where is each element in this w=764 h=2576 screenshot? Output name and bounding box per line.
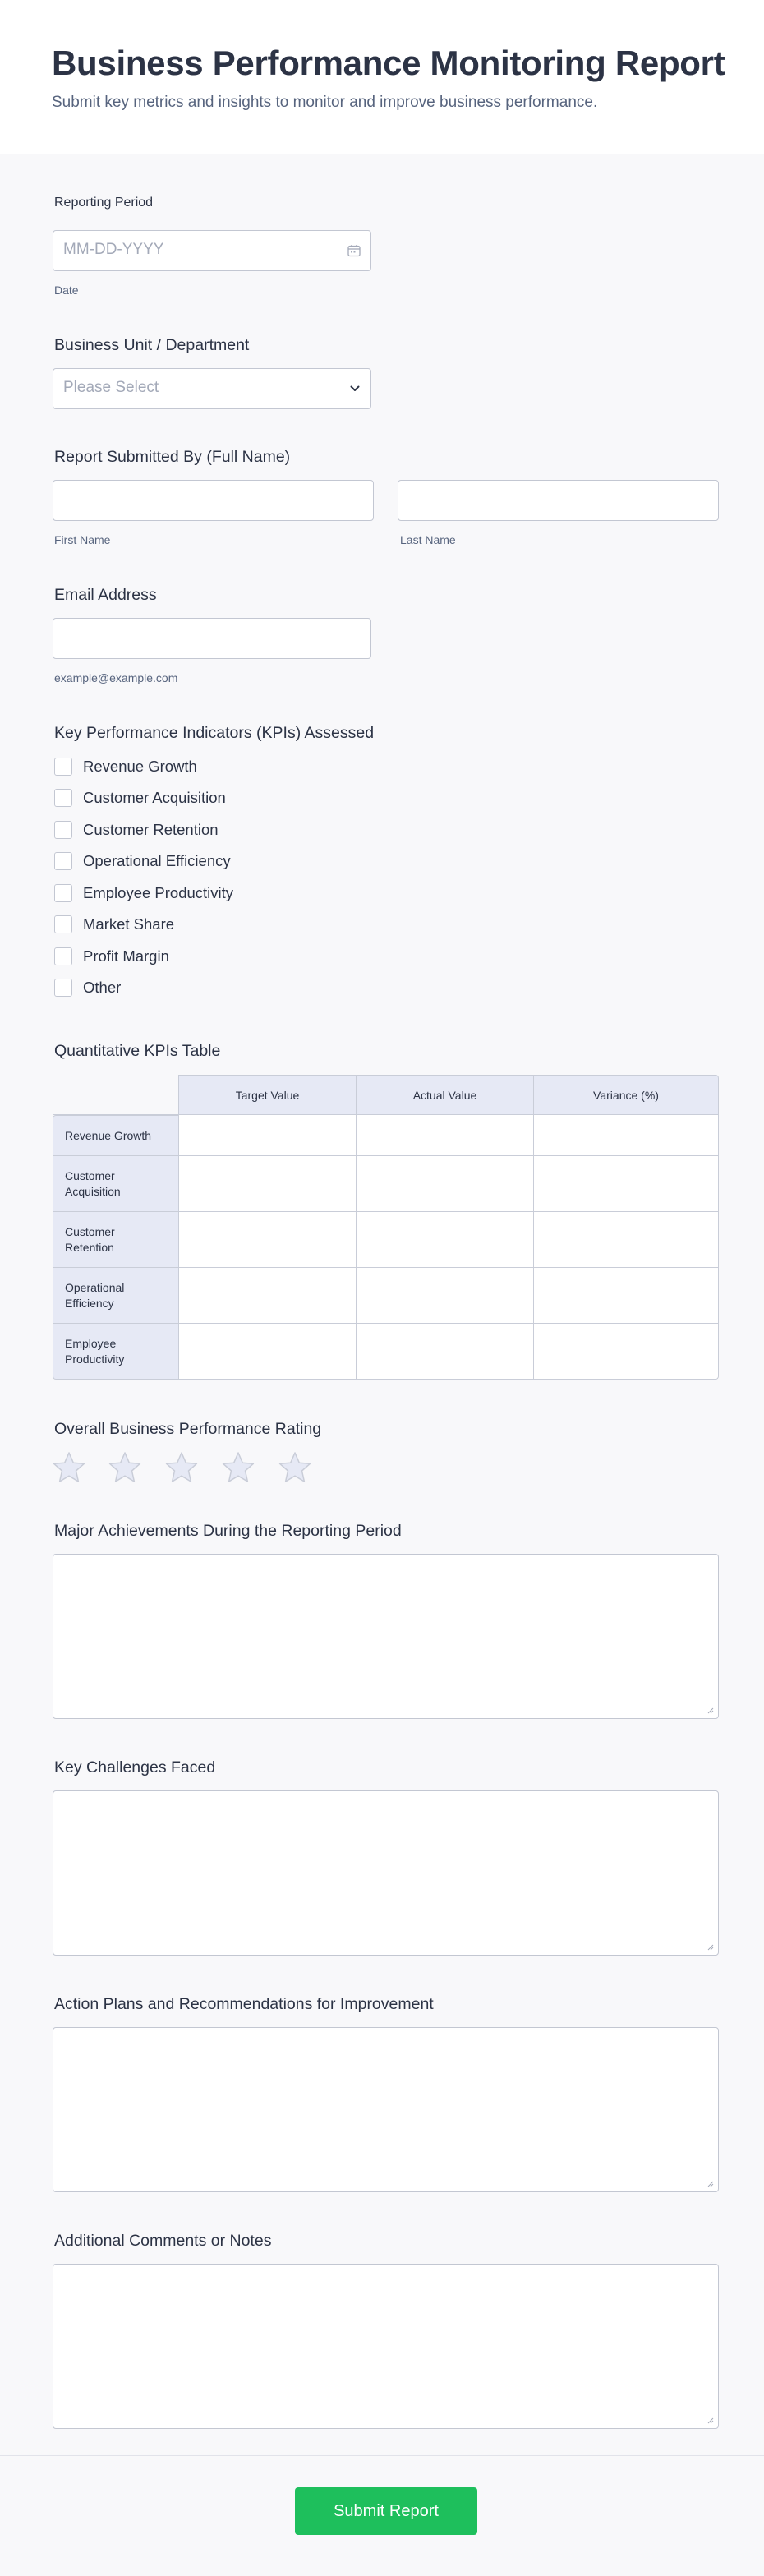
table-cell[interactable] bbox=[357, 1156, 534, 1212]
table-cell[interactable] bbox=[534, 1324, 719, 1380]
table-row bbox=[53, 1115, 719, 1156]
table-cell[interactable] bbox=[534, 1212, 719, 1268]
resize-handle-icon[interactable] bbox=[707, 2181, 714, 2187]
table-cell[interactable] bbox=[534, 1115, 719, 1156]
table-cell[interactable] bbox=[357, 1268, 534, 1324]
table-row bbox=[53, 1268, 719, 1324]
star-icon[interactable] bbox=[108, 1450, 142, 1485]
last-name-input[interactable] bbox=[398, 480, 719, 521]
action-plans-label: Action Plans and Recommendations for Improvement bbox=[54, 1995, 434, 2013]
first-name-sublabel: First Name bbox=[54, 533, 111, 546]
checkbox-label: Customer Retention bbox=[83, 821, 219, 838]
table-cell[interactable] bbox=[179, 1115, 357, 1156]
star-icon[interactable] bbox=[164, 1450, 199, 1485]
achievements-label: Major Achievements During the Reporting Period bbox=[54, 1522, 402, 1540]
table-corner bbox=[53, 1075, 179, 1115]
table-row-header: Operational Efficiency bbox=[53, 1268, 179, 1324]
kpi-table bbox=[53, 1075, 719, 1380]
reporting-period-label: Reporting Period bbox=[54, 196, 154, 210]
checkbox[interactable] bbox=[54, 947, 72, 965]
reporting-period-input[interactable] bbox=[53, 230, 371, 271]
table-header-row bbox=[53, 1075, 719, 1115]
kpi-table-label: Quantitative KPIs Table bbox=[54, 1042, 221, 1060]
star-icon[interactable] bbox=[221, 1450, 255, 1485]
resize-handle-icon[interactable] bbox=[707, 1944, 714, 1951]
checkbox-label: Profit Margin bbox=[83, 947, 169, 965]
submitted-by-label: Report Submitted By (Full Name) bbox=[54, 448, 291, 466]
achievements-textarea[interactable] bbox=[53, 1554, 719, 1719]
star-icon[interactable] bbox=[52, 1450, 86, 1485]
table-cell[interactable] bbox=[179, 1268, 357, 1324]
table-cell[interactable] bbox=[179, 1212, 357, 1268]
table-cell[interactable] bbox=[179, 1324, 357, 1380]
checkbox[interactable] bbox=[54, 884, 72, 902]
checkbox-label: Employee Productivity bbox=[83, 884, 234, 901]
table-cell[interactable] bbox=[179, 1156, 357, 1212]
table-column-header: Actual Value bbox=[357, 1075, 534, 1115]
page-subtitle: Submit key metrics and insights to monitor and improve business performance. bbox=[52, 94, 598, 111]
table-row-header: Revenue Growth bbox=[53, 1115, 179, 1156]
table-cell[interactable] bbox=[534, 1156, 719, 1212]
form-header bbox=[0, 0, 764, 154]
table-column-header: Target Value bbox=[179, 1075, 357, 1115]
submit-button[interactable]: Submit Report bbox=[295, 2487, 477, 2535]
email-input[interactable] bbox=[53, 618, 371, 659]
checkbox[interactable] bbox=[54, 758, 72, 776]
email-label: Email Address bbox=[54, 586, 157, 604]
table-cell[interactable] bbox=[357, 1212, 534, 1268]
checkbox[interactable] bbox=[54, 915, 72, 933]
chevron-down-icon bbox=[349, 383, 361, 394]
table-cell[interactable] bbox=[534, 1268, 719, 1324]
checkbox[interactable] bbox=[54, 789, 72, 807]
business-unit-placeholder: Please Select bbox=[63, 379, 159, 396]
checkbox-label: Revenue Growth bbox=[83, 758, 197, 775]
rating-label: Overall Business Performance Rating bbox=[54, 1420, 322, 1438]
business-unit-label: Business Unit / Department bbox=[54, 336, 250, 354]
checkbox-label: Market Share bbox=[83, 915, 175, 933]
challenges-label: Key Challenges Faced bbox=[54, 1758, 216, 1776]
table-row-header: Customer Acquisition bbox=[53, 1156, 179, 1212]
table-row bbox=[53, 1156, 719, 1212]
calendar-icon[interactable] bbox=[347, 244, 361, 257]
table-row bbox=[53, 1324, 719, 1380]
comments-textarea[interactable] bbox=[53, 2264, 719, 2429]
checkbox-label: Operational Efficiency bbox=[83, 852, 231, 869]
table-column-header: Variance (%) bbox=[534, 1075, 719, 1115]
business-unit-select[interactable] bbox=[53, 368, 371, 409]
resize-handle-icon[interactable] bbox=[707, 2417, 714, 2424]
table-row-header: Employee Productivity bbox=[53, 1324, 179, 1380]
first-name-input[interactable] bbox=[53, 480, 374, 521]
table-cell[interactable] bbox=[357, 1115, 534, 1156]
reporting-period-placeholder: MM-DD-YYYY bbox=[63, 241, 164, 258]
reporting-period-sublabel: Date bbox=[54, 283, 79, 297]
checkbox[interactable] bbox=[54, 852, 72, 870]
last-name-sublabel: Last Name bbox=[400, 533, 456, 546]
checkbox-label: Other bbox=[83, 979, 122, 996]
checkbox[interactable] bbox=[54, 979, 72, 997]
star-icon[interactable] bbox=[278, 1450, 312, 1485]
email-sublabel: example@example.com bbox=[54, 671, 178, 684]
checkbox-label: Customer Acquisition bbox=[83, 789, 226, 806]
kpis-label: Key Performance Indicators (KPIs) Assessed bbox=[54, 724, 375, 742]
table-cell[interactable] bbox=[357, 1324, 534, 1380]
table-row-header: Customer Retention bbox=[53, 1212, 179, 1268]
action-plans-textarea[interactable] bbox=[53, 2027, 719, 2192]
checkbox[interactable] bbox=[54, 821, 72, 839]
challenges-textarea[interactable] bbox=[53, 1790, 719, 1956]
comments-label: Additional Comments or Notes bbox=[54, 2232, 272, 2250]
resize-handle-icon[interactable] bbox=[707, 1707, 714, 1714]
page-title: Business Performance Monitoring Report bbox=[52, 44, 725, 82]
table-row bbox=[53, 1212, 719, 1268]
